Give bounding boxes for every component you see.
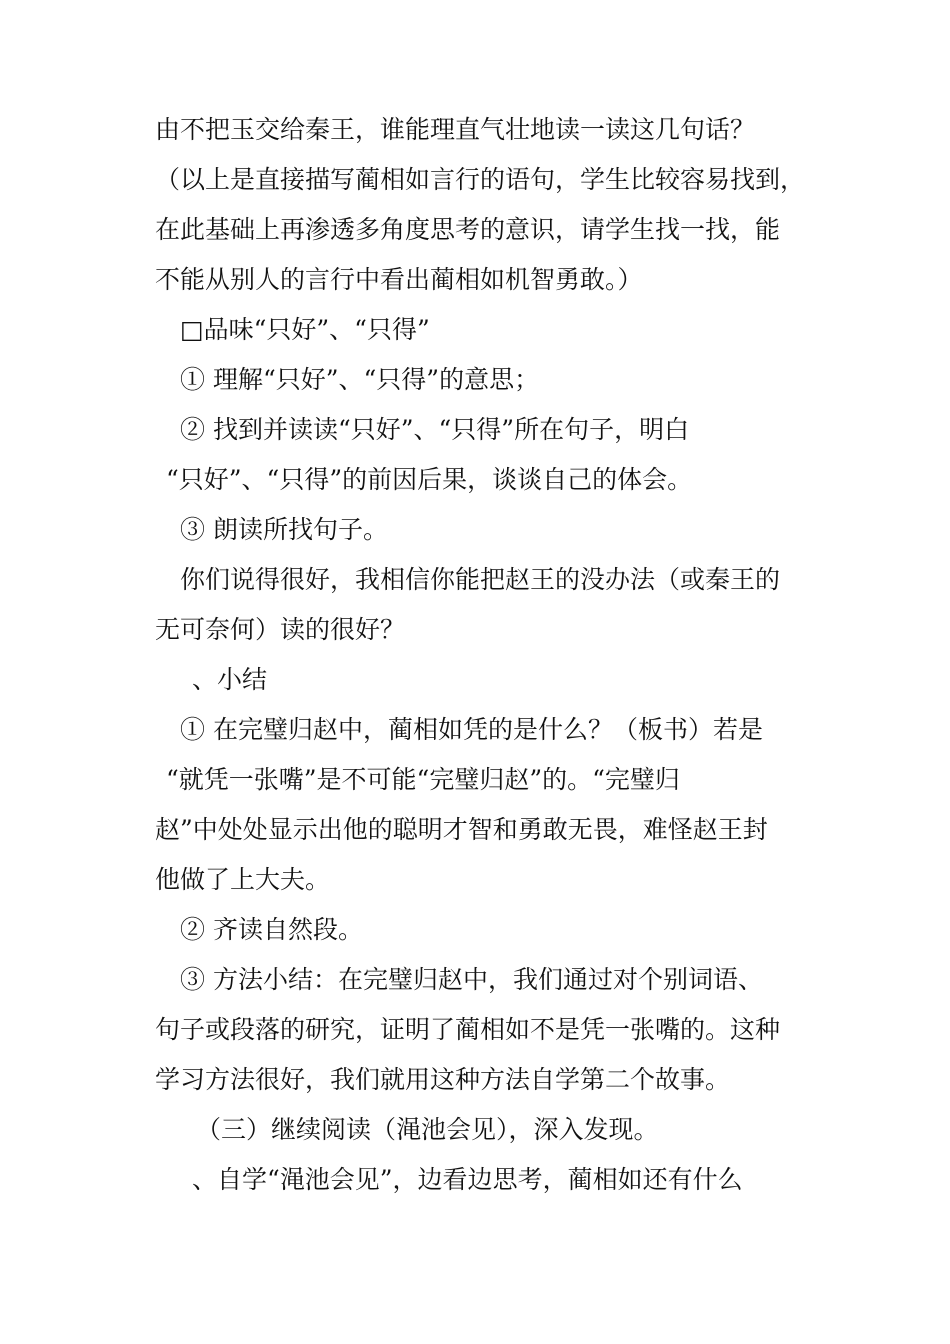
text-line: 句子或段落的研究，证明了蔺相如不是凭一张嘴的。这种 (155, 1015, 781, 1044)
text-line: “就凭一张嘴”是不可能“完璧归赵”的。“完璧归 (166, 765, 680, 794)
list-item: ③ 朗读所找句子。 (180, 515, 388, 544)
list-item: ① 理解“只好”、“只得”的意思； (180, 365, 540, 394)
text-line: 他做了上大夫。 (155, 865, 331, 894)
section-heading: 、小结 (192, 665, 268, 694)
section-heading: （三）继续阅读（渑池会见），深入发现。 (196, 1115, 659, 1144)
text-line: 、自学“渑池会见”，边看边思考，蔺相如还有什么 (192, 1165, 743, 1194)
list-item: ② 齐读自然段。 (180, 915, 363, 944)
list-item: ① 在完璧归赵中，蔺相如凭的是什么？（板书）若是 (180, 715, 763, 744)
text-line: 在此基础上再渗透多角度思考的意识，请学生找一找，能 (155, 215, 781, 244)
list-item: ③ 方法小结：在完璧归赵中，我们通过对个别词语、 (180, 965, 763, 994)
text-line: 学习方法很好，我们就用这种方法自学第二个故事。 (155, 1065, 731, 1094)
text-line: 无可奈何）读的很好？ (155, 615, 406, 644)
text-line: 你们说得很好，我相信你能把赵王的没办法（或秦王的 (180, 565, 781, 594)
text-line: （以上是直接描写蔺相如言行的语句，学生比较容易找到， (155, 165, 806, 194)
text-line: “只好”、“只得”的前因后果，谈谈自己的体会。 (166, 465, 693, 494)
section-heading: □品味“只好”、“只得” (180, 315, 430, 344)
text-line: 赵”中处处显示出他的聪明才智和勇敢无畏，难怪赵王封 (155, 815, 768, 844)
text-line: 由不把玉交给秦王，谁能理直气壮地读一读这几句话？ (155, 115, 756, 144)
list-item: ② 找到并读读“只好”、“只得”所在句子，明白 (180, 415, 690, 444)
text-line: 不能从别人的言行中看出蔺相如机智勇敢。） (155, 265, 643, 294)
